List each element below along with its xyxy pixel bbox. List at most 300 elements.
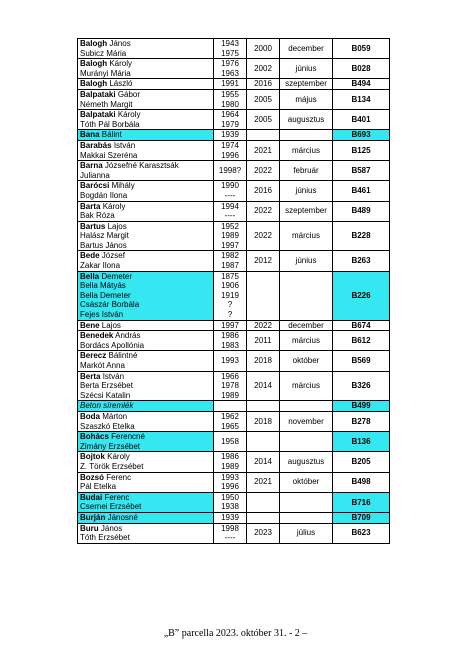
burial-year: 1993 [221, 472, 239, 482]
grave-code-cell: B205 [333, 452, 390, 472]
given-name: Józsefné Karasztsák [104, 161, 179, 171]
month-cell: február [280, 161, 333, 181]
given-name: Lajos [101, 320, 121, 330]
grave-code-cell: B461 [333, 181, 390, 201]
surname: Bojtok [80, 452, 105, 462]
year-cell [214, 371, 247, 401]
name-line [80, 261, 211, 271]
year-cell [214, 523, 247, 543]
name-line [80, 141, 211, 151]
burial-year: 1875 [221, 271, 239, 281]
burial-year: 1989 [221, 462, 239, 471]
grave-code-cell: B569 [333, 351, 390, 371]
month-cell: szeptember [280, 201, 333, 221]
surname: Benedek [80, 331, 114, 341]
burial-year: 1997 [221, 320, 239, 330]
name-line [80, 351, 211, 361]
name-cell [78, 161, 214, 181]
name-cell [78, 472, 214, 492]
redemption-year-cell: 2011 [247, 331, 280, 351]
name-cell [78, 523, 214, 543]
name-cell [78, 452, 214, 472]
burial-year: ---- [224, 211, 236, 221]
surname: Balogh [80, 59, 108, 69]
redemption-year-cell: 2014 [247, 371, 280, 401]
given-name: Lajos [107, 221, 127, 231]
given-name: Bella Demeter [80, 290, 131, 300]
month-cell [280, 401, 333, 412]
month-cell: május [280, 89, 333, 109]
given-name: József [101, 251, 125, 261]
name-line [80, 361, 211, 371]
table-row [78, 472, 390, 492]
redemption-year-cell: 2016 [247, 79, 280, 90]
surname: Bartus [80, 221, 106, 231]
burial-year: 1939 [221, 130, 239, 140]
burial-year: 1982 [221, 251, 239, 261]
redemption-year-cell: 2023 [247, 523, 280, 543]
name-line [80, 442, 211, 452]
grave-code-cell: B612 [333, 331, 390, 351]
grave-code-cell: B059 [333, 39, 390, 59]
month-cell: szeptember [280, 79, 333, 90]
burial-year: 1939 [221, 512, 239, 522]
name-cell [78, 110, 214, 130]
grave-code-cell: B587 [333, 161, 390, 181]
redemption-year-cell: 2018 [247, 412, 280, 432]
burial-year: ? [227, 310, 233, 320]
given-name: Csernei Erzsébet [80, 502, 142, 512]
burial-year: 1994 [221, 201, 239, 211]
name-line [80, 533, 211, 543]
burial-year: 1987 [221, 261, 239, 271]
table-row [78, 351, 390, 371]
year-cell [214, 130, 247, 141]
name-line [80, 502, 211, 512]
burial-year: 1952 [221, 221, 239, 231]
redemption-year-cell [247, 130, 280, 141]
given-name: János [100, 523, 123, 533]
given-name: Zimány Erzsébet [80, 441, 141, 451]
given-name: Murányi Mária [80, 68, 131, 78]
name-line [80, 211, 211, 221]
grave-code-cell: B489 [333, 201, 390, 221]
given-name: Károly [109, 59, 133, 69]
burial-year: 1989 [221, 390, 239, 400]
name-cell [78, 221, 214, 251]
name-line [80, 493, 211, 503]
burial-year: 1962 [221, 412, 239, 422]
table-row [78, 59, 390, 79]
grave-code-cell: B499 [333, 401, 390, 412]
grave-code-cell: B278 [333, 412, 390, 432]
name-line [80, 100, 211, 110]
month-cell: augusztus [280, 110, 333, 130]
burial-year: 1950 [221, 492, 239, 502]
name-line [80, 524, 211, 534]
redemption-year-cell [247, 492, 280, 512]
given-name: Mihály [111, 181, 135, 191]
name-cell [78, 331, 214, 351]
table-row [78, 271, 390, 320]
burial-year: 1955 [221, 89, 239, 99]
month-cell [280, 130, 333, 141]
burial-year: ? [227, 300, 233, 310]
name-line [80, 391, 211, 401]
year-cell [214, 89, 247, 109]
name-cell [78, 89, 214, 109]
surname: Buru [80, 523, 99, 533]
name-line [80, 281, 211, 291]
table-row [78, 523, 390, 543]
surname: Bella [80, 271, 100, 281]
given-name: Jánosné [107, 512, 138, 522]
name-cell [78, 251, 214, 271]
grave-code-cell: B326 [333, 371, 390, 401]
given-name: Fejes István [80, 310, 124, 320]
name-line [80, 372, 211, 382]
given-name: Bartus János [80, 240, 127, 250]
table-row [78, 79, 390, 90]
burial-year: 1958 [221, 437, 239, 447]
redemption-year-cell: 2000 [247, 39, 280, 59]
given-name: Bogdán Ilona [80, 190, 128, 200]
surname: Balogh [80, 39, 108, 48]
redemption-year-cell [247, 512, 280, 523]
given-name: Károly [107, 452, 130, 462]
name-line [80, 49, 211, 59]
name-line [80, 321, 211, 331]
redemption-year-cell: 2022 [247, 201, 280, 221]
table-row [78, 320, 390, 331]
name-cell [78, 492, 214, 512]
name-line [80, 310, 211, 320]
surname: Balpataki [80, 110, 116, 120]
burial-year: 1990 [221, 181, 239, 191]
month-cell: március [280, 140, 333, 160]
name-cell [78, 271, 214, 320]
burial-year: 1966 [221, 371, 239, 381]
burial-year: ---- [224, 190, 236, 200]
month-cell: június [280, 251, 333, 271]
redemption-year-cell: 2002 [247, 59, 280, 79]
month-cell: december [280, 320, 333, 331]
surname: Barabás [80, 140, 112, 150]
grave-code-cell: B716 [333, 492, 390, 512]
name-line [80, 90, 211, 100]
given-name: Károly [117, 110, 141, 120]
surname: Barna [80, 161, 103, 171]
name-line [80, 59, 211, 69]
given-name: Julianna [80, 170, 110, 180]
surname: Burján [80, 512, 106, 522]
table-row [78, 512, 390, 523]
redemption-year-cell [247, 432, 280, 452]
name-line [80, 462, 211, 472]
redemption-year-cell: 2016 [247, 181, 280, 201]
surname: Bohács [80, 432, 109, 442]
name-line [80, 130, 211, 140]
surname: Budai [80, 492, 103, 502]
table-row [78, 251, 390, 271]
name-cell [78, 59, 214, 79]
given-name: Tóth Erzsébet [80, 533, 130, 543]
burial-year: 1980 [221, 99, 239, 109]
table-row [78, 492, 390, 512]
name-cell [78, 320, 214, 331]
name-line [80, 161, 211, 171]
given-name: István [113, 140, 136, 150]
given-name: Demeter [101, 271, 133, 281]
grave-code-cell: B709 [333, 512, 390, 523]
grave-code-cell: B263 [333, 251, 390, 271]
month-cell: március [280, 371, 333, 401]
burial-year: 1986 [221, 452, 239, 462]
name-cell [78, 512, 214, 523]
given-name: Beton síremlék [80, 401, 134, 411]
surname: Balpataki [80, 89, 116, 99]
name-line [80, 191, 211, 201]
burial-year: 1974 [221, 140, 239, 150]
name-line [80, 231, 211, 241]
month-cell: december [280, 39, 333, 59]
name-line [80, 69, 211, 79]
month-cell: március [280, 221, 333, 251]
redemption-year-cell: 2021 [247, 140, 280, 160]
burial-table [77, 38, 390, 544]
table-row [78, 201, 390, 221]
surname: Boda [80, 412, 100, 422]
given-name: Z. Török Erzsébet [80, 462, 144, 471]
month-cell: november [280, 412, 333, 432]
month-cell: augusztus [280, 452, 333, 472]
table-row [78, 181, 390, 201]
burial-year: 1996 [221, 482, 239, 492]
surname: Bede [80, 251, 100, 261]
given-name: János [109, 39, 131, 48]
year-cell [214, 59, 247, 79]
page-footer: „B” parcella 2023. október 31. - 2 – [163, 628, 308, 639]
surname: Bana [80, 130, 100, 140]
given-name: Ferenc [104, 492, 130, 502]
year-cell [214, 79, 247, 90]
name-line [80, 422, 211, 432]
grave-code-cell: B401 [333, 110, 390, 130]
given-name: Halász Margit [80, 231, 129, 241]
year-cell [214, 412, 247, 432]
month-cell: október [280, 351, 333, 371]
name-line [80, 291, 211, 301]
name-line [80, 341, 211, 351]
year-cell [214, 181, 247, 201]
burial-year: ---- [224, 533, 236, 543]
given-name: Károly [102, 201, 126, 211]
name-line [80, 151, 211, 161]
redemption-year-cell: 2022 [247, 320, 280, 331]
grave-code-cell: B494 [333, 79, 390, 90]
surname: Berta [80, 371, 101, 381]
burial-year: 1997 [221, 240, 239, 250]
given-name: István [102, 371, 125, 381]
given-name: Ferencné [111, 432, 145, 442]
burial-year: 1976 [221, 59, 239, 69]
name-line [80, 110, 211, 120]
year-cell [214, 39, 247, 59]
name-line [80, 181, 211, 191]
burial-year: 1979 [221, 119, 239, 129]
month-cell: június [280, 59, 333, 79]
name-line [80, 452, 211, 462]
burial-year: 1965 [221, 421, 239, 431]
burial-year: 1991 [221, 79, 239, 89]
burial-year: 1998? [218, 165, 242, 175]
month-cell [280, 492, 333, 512]
year-cell [214, 472, 247, 492]
grave-code-cell: B693 [333, 130, 390, 141]
burial-year: 1906 [221, 281, 239, 291]
given-name: Subicz Mária [80, 48, 127, 58]
month-cell [280, 271, 333, 320]
name-line [80, 120, 211, 130]
name-line [80, 171, 211, 181]
name-line [80, 251, 211, 261]
redemption-year-cell: 2018 [247, 351, 280, 371]
given-name: Berta Erzsébet [80, 381, 133, 391]
given-name: Bálintné [108, 351, 138, 361]
name-cell [78, 201, 214, 221]
table-row [78, 432, 390, 452]
burial-year: 1978 [221, 381, 239, 391]
given-name: Tóth Pál Borbála [80, 119, 140, 129]
burial-year: 1964 [221, 110, 239, 120]
name-cell [78, 371, 214, 401]
table-row [78, 221, 390, 251]
name-cell [78, 130, 214, 141]
name-line [80, 513, 211, 523]
table-row [78, 110, 390, 130]
redemption-year-cell: 2012 [247, 251, 280, 271]
year-cell [214, 331, 247, 351]
redemption-year-cell: 2022 [247, 161, 280, 181]
year-cell [214, 351, 247, 371]
grave-code-cell: B028 [333, 59, 390, 79]
month-cell: július [280, 523, 333, 543]
given-name: Pál Etelka [80, 482, 117, 492]
name-cell [78, 140, 214, 160]
table-row [78, 89, 390, 109]
month-cell [280, 512, 333, 523]
given-name: Zakar Ilona [80, 261, 121, 271]
name-line [80, 432, 211, 442]
year-cell [214, 110, 247, 130]
given-name: András [115, 331, 141, 341]
name-line [80, 482, 211, 492]
burial-year: 1919 [221, 290, 239, 300]
grave-code-cell: B226 [333, 271, 390, 320]
given-name: Makkai Szeréna [80, 150, 138, 160]
name-line [80, 331, 211, 341]
year-cell [214, 432, 247, 452]
year-cell [214, 161, 247, 181]
given-name: Gábor [117, 89, 141, 99]
grave-code-cell: B674 [333, 320, 390, 331]
given-name: Markót Anna [80, 361, 125, 371]
name-line [80, 222, 211, 232]
month-cell: március [280, 331, 333, 351]
grave-code-cell: B228 [333, 221, 390, 251]
table-row [78, 452, 390, 472]
name-cell [78, 401, 214, 412]
redemption-year-cell: 2014 [247, 452, 280, 472]
burial-year: 1975 [221, 48, 239, 58]
table-row [78, 371, 390, 401]
burial-year: 1983 [221, 340, 239, 350]
given-name: Szaszkó Etelka [80, 421, 135, 431]
burial-year: 1989 [221, 231, 239, 241]
name-line [80, 202, 211, 212]
table-row [78, 412, 390, 432]
year-cell [214, 320, 247, 331]
burial-year: 1963 [221, 68, 239, 78]
name-line [80, 79, 211, 89]
redemption-year-cell: 2021 [247, 472, 280, 492]
name-cell [78, 181, 214, 201]
year-cell [214, 452, 247, 472]
name-line [80, 39, 211, 49]
given-name: Márton [102, 412, 128, 422]
year-cell [214, 401, 247, 412]
table-row [78, 331, 390, 351]
grave-code-cell: B136 [333, 432, 390, 452]
burial-year: 1943 [221, 39, 239, 48]
given-name: Németh Margit [80, 99, 133, 109]
year-cell [214, 512, 247, 523]
given-name: Bálint [101, 130, 122, 140]
given-name: László [109, 79, 133, 89]
burial-table-body [78, 39, 390, 544]
given-name: Bordács Apollónia [80, 340, 145, 350]
burial-year: 1986 [221, 331, 239, 341]
name-cell [78, 39, 214, 59]
grave-code-cell: B623 [333, 523, 390, 543]
month-cell: június [280, 181, 333, 201]
month-cell [280, 432, 333, 452]
year-cell [214, 271, 247, 320]
name-line [80, 272, 211, 282]
burial-year: 1938 [221, 502, 239, 512]
name-line [80, 412, 211, 422]
given-name: Bak Róza [80, 211, 115, 221]
given-name: Császár Borbála [80, 300, 140, 310]
year-cell [214, 251, 247, 271]
surname: Bozsó [80, 472, 104, 482]
grave-code-cell: B125 [333, 140, 390, 160]
given-name: Ferenc [106, 472, 132, 482]
redemption-year-cell: 2022 [247, 221, 280, 251]
name-line [80, 473, 211, 483]
table-row [78, 161, 390, 181]
year-cell [214, 492, 247, 512]
redemption-year-cell: 2005 [247, 110, 280, 130]
year-cell [214, 201, 247, 221]
burial-year: 1998 [221, 523, 239, 533]
surname: Bene [80, 320, 100, 330]
name-line [80, 300, 211, 310]
burial-year: 1993 [221, 356, 239, 366]
surname: Berecz [80, 351, 107, 361]
surname: Barócsi [80, 181, 110, 191]
given-name: Bella Mátyás [80, 281, 126, 291]
